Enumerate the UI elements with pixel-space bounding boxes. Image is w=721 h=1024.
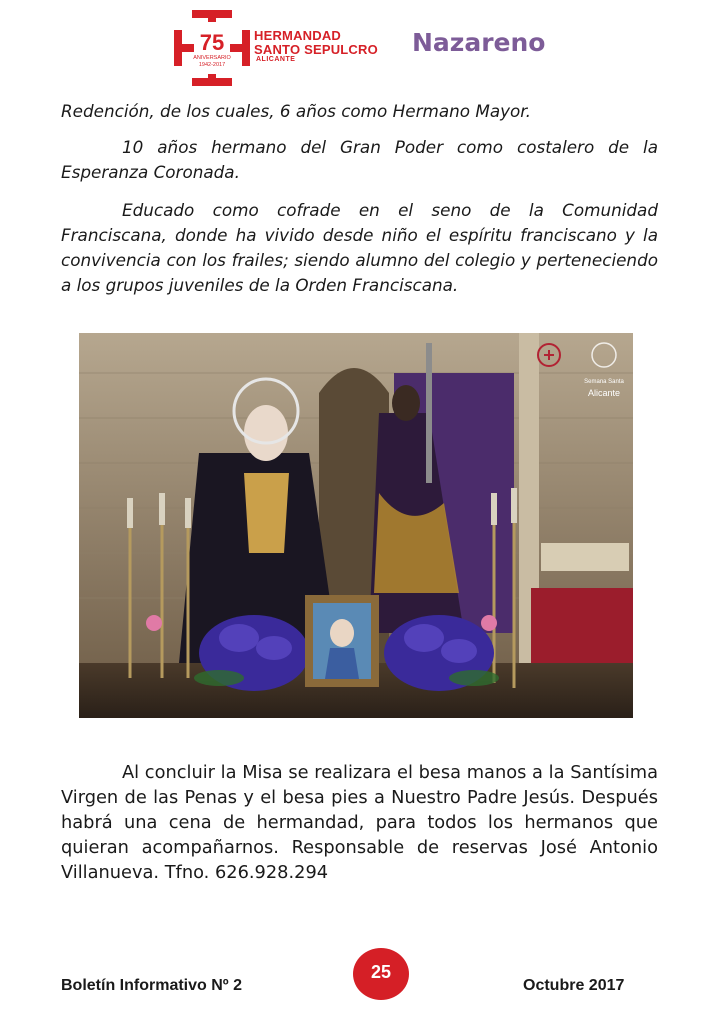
paragraph-1 (61, 99, 658, 124)
procession-photo (79, 333, 633, 718)
paragraph-3 (61, 198, 658, 298)
logo-line-2: SANTO SEPULCRO (254, 41, 378, 57)
svg-text:75: 75 (199, 30, 225, 55)
paragraph-1-text: Redención, de los cuales, 6 años como Hermano Mayor. (61, 101, 531, 121)
section-title: Nazareno (412, 28, 546, 57)
svg-text:Semana Santa: Semana Santa (584, 379, 624, 385)
closing-paragraph-text: Al concluir la Misa se realizara el besa manos a la Santísima Virgen de las Penas y el besa pies a Nuestro Padre Jesús. Después habrá una cena de hermandad, para todos los hermanos que quieran acompañarnos. Responsable de reservas José Antonio Villanueva. Tfno. 626.928.294 (61, 762, 658, 883)
logo-line-3: ALICANTE (256, 56, 296, 64)
footer-date: Octubre 2017 (523, 977, 625, 994)
logo-line-1: HERMANDAD (254, 28, 342, 43)
svg-text:Alicante: Alicante (587, 388, 621, 398)
page-header (0, 0, 721, 95)
svg-text:1942-2017: 1942-2017 (198, 62, 226, 68)
procession-photo-illustration (79, 333, 633, 718)
hermandad-name (254, 29, 378, 64)
paragraph-3-text: Educado como cofrade en el seno de la Comunidad Franciscana, donde ha vivido desde niño el espíritu franciscano y la convivencia con los frailes; siendo alumno del colegio y perteneciendo a los grupos juveniles de la Orden Franciscana. (61, 200, 658, 295)
hermandad-logo (172, 8, 252, 88)
paragraph-2-text: 10 años hermano del Gran Poder como costalero de la Esperanza Coronada. (61, 137, 658, 182)
paragraph-2 (61, 135, 658, 185)
svg-text:ANIVERSARIO: ANIVERSARIO (193, 55, 231, 61)
page-number-badge: 25 (353, 948, 409, 1000)
closing-paragraph (61, 760, 658, 885)
footer-bulletin-title: Boletín Informativo Nº 2 (61, 977, 242, 994)
